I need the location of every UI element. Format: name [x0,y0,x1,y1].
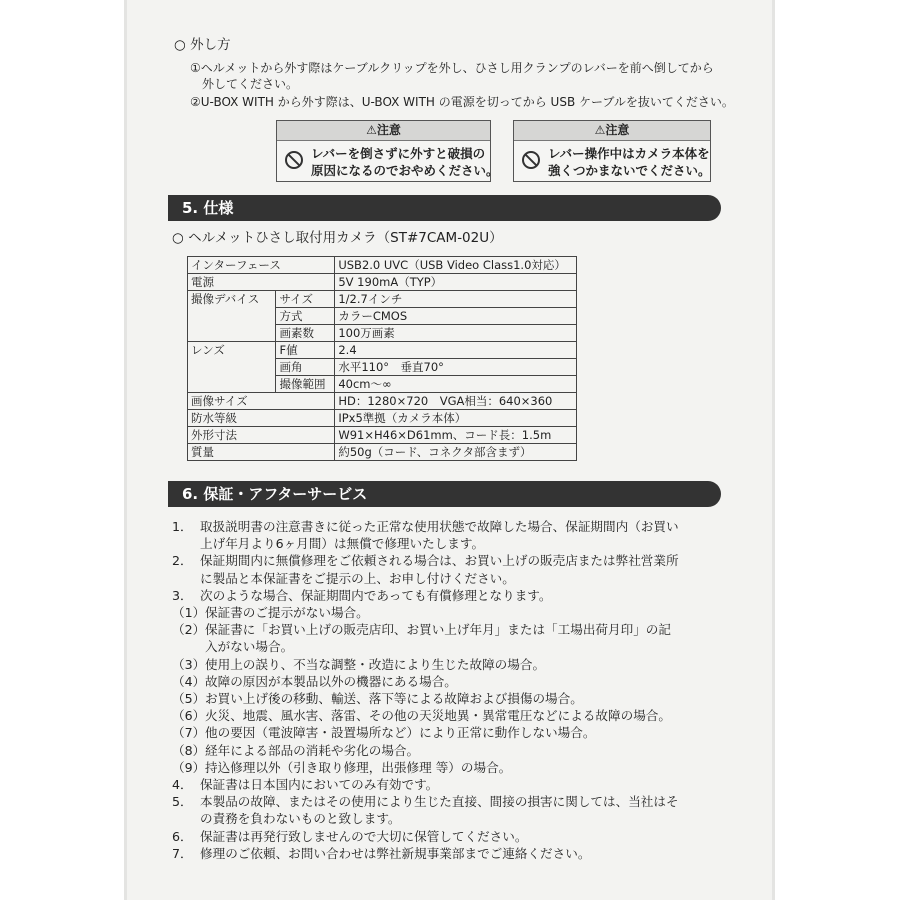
spec-label: 外形寸法 [188,427,335,444]
item-number: （8） [172,742,206,758]
removal-step-1-line-2: 外してください。 [202,77,299,91]
list-item [172,673,752,690]
item-text: 保証期間内に無償修理をご依頼される場合は、お買い上げの販売店または弊社営業所 [200,553,679,569]
prohibited-icon [285,151,303,169]
list-item [172,724,752,741]
section-6-header [168,481,721,507]
spec-label: 撮像デバイス [188,291,276,342]
removal-heading: ○ 外し方 [174,37,231,53]
section-5-title: 5. 仕様 [182,199,234,217]
item-number: （3） [172,656,206,672]
spec-label: 画像サイズ [188,393,335,410]
list-item [172,690,752,707]
spec-row-image-size [188,393,577,410]
caution-line-1: レバーを倒さずに外すと破損の [311,146,486,161]
item-number: 7． [172,845,193,861]
spec-row-imaging-size [188,291,577,308]
caution-line-1: レバー操作中はカメラ本体を [548,146,710,161]
caution-line-2: 原因になるのでおやめください。 [311,163,499,178]
spec-value: W91×H46×D61mm、コード長：1.5m [335,427,577,444]
spec-value: 2.4 [335,342,577,359]
spec-value: 約50g（コード、コネクタ部含まず） [335,444,577,461]
item-text: 故障の原因が本製品以外の機器にある場合。 [205,673,457,689]
item-number: （9） [172,759,206,775]
spec-sublabel: F値 [276,342,335,359]
item-text: 次のような場合、保証期間内であっても有償修理となります。 [200,587,552,603]
list-item [172,518,752,535]
item-text: の責務を負わないものと致します。 [200,811,401,827]
warranty-list [172,518,752,862]
item-number: （6） [172,708,206,724]
list-item [172,759,752,776]
list-item [172,621,752,638]
caution-text [311,145,499,179]
item-number [172,535,200,552]
item-number: 3． [172,587,193,603]
list-item [172,793,752,810]
spec-value: 5V 190mA（TYP） [335,274,577,291]
item-number: （2） [172,622,206,638]
list-item [172,552,752,569]
list-item [172,638,752,655]
list-item [172,776,752,793]
item-text: 取扱説明書の注意書きに従った正常な使用状態で故障した場合、保証期間内（お買い [200,519,679,534]
caution-box-lever [276,120,499,182]
spec-label: 電源 [188,274,335,291]
item-text: 経年による部品の消耗や劣化の場合。 [205,742,420,758]
prohibited-icon [522,151,540,169]
spec-label: 防水等級 [188,410,335,427]
item-text: 保証書に「お買い上げの販売店印、お買い上げ年月」または「工場出荷月印」の記 [205,622,671,638]
list-item [172,707,752,724]
spec-sublabel: サイズ [276,291,335,308]
item-number: （5） [172,691,206,707]
caution-box-camera [513,120,711,182]
item-text: 保証書は再発行致しませんので大切に保管してください。 [200,828,528,844]
list-item [172,828,752,845]
warning-triangle-icon: ⚠ [594,123,606,137]
spec-row-mass [188,444,577,461]
item-text: 他の要因（電波障害・設置場所など）により正常に動作しない場合。 [205,725,596,741]
list-item [172,587,752,604]
list-item [172,742,752,759]
spec-row-dimensions [188,427,577,444]
item-text: 使用上の誤り、不当な調整・改造により生じた故障の場合。 [205,656,546,672]
spec-row-interface [188,257,577,274]
list-item [172,604,752,621]
caution-text [548,145,711,179]
item-text: 上げ年月より6ヶ月間）は無償で修理いたします。 [200,536,485,552]
item-text: 保証書は日本国内においてのみ有効です。 [200,777,439,793]
item-number: 2． [172,553,193,569]
caution-line-2: 強くつかまないでください。 [548,163,711,178]
spec-sublabel: 画素数 [276,325,335,342]
spec-value: HD：1280×720 VGA相当：640×360 [335,393,577,410]
item-number [172,570,200,587]
list-item [172,535,752,552]
spec-value: USB2.0 UVC（USB Video Class1.0対応） [335,257,577,274]
spec-label: インターフェース [188,257,335,274]
list-item [172,570,752,587]
spec-label: 質量 [188,444,335,461]
spec-label: レンズ [188,342,276,393]
spec-row-power [188,274,577,291]
caution-title: 注意 [376,123,401,137]
spec-value: 100万画素 [335,325,577,342]
item-number: 5． [172,794,193,810]
removal-step-2: ②U-BOX WITH から外す際は、U-BOX WITH の電源を切ってから USB ケーブルを抜いてください。 [190,95,734,109]
item-number: （7） [172,725,206,741]
section-5-header [168,195,721,221]
caution-header [514,121,710,141]
list-item [172,810,752,827]
item-number: （4） [172,673,206,689]
item-number [172,638,205,655]
caution-title: 注意 [605,123,630,137]
spec-value: 40cm～∞ [335,376,577,393]
list-item [172,656,752,673]
page-edge-right [772,0,775,900]
item-number: 6． [172,828,193,844]
spec-row-waterproof [188,410,577,427]
item-text: 修理のご依頼、お問い合わせは弊社新規事業部までご連絡ください。 [200,845,591,861]
item-text: お買い上げ後の移動、輸送、落下等による故障および損傷の場合。 [205,691,583,707]
caution-header [277,121,490,141]
list-item [172,845,752,862]
spec-value: 1/2.7インチ [335,291,577,308]
spec-value: 水平110° 垂直70° [335,359,577,376]
item-text: に製品と本保証書をご提示の上、お申し付けください。 [200,570,515,586]
item-number [172,810,200,827]
item-text: 火災、地震、風水害、落雷、その他の天災地異・異常電圧などによる故障の場合。 [205,708,671,724]
spec-sublabel: 撮像範囲 [276,376,335,393]
spec-sublabel: 方式 [276,308,335,325]
item-text: 保証書のご提示がない場合。 [205,605,369,621]
removal-step-1-line-1: ①ヘルメットから外す際はケーブルクリップを外し、ひさし用クランプのレバーを前へ倒してから [190,61,714,75]
spec-table [187,256,577,461]
item-text: 入がない場合。 [205,639,294,655]
item-number: （1） [172,605,206,621]
item-number: 4． [172,777,193,793]
spec-value: カラーCMOS [335,308,577,325]
section-6-title: 6. 保証・アフターサービス [182,485,368,503]
spec-sublabel: 画角 [276,359,335,376]
spec-subtitle: ○ ヘルメットひさし取付用カメラ（ST#7CAM-02U） [172,230,503,246]
warning-triangle-icon: ⚠ [366,123,377,137]
item-text: 持込修理以外（引き取り修理，出張修理 等）の場合。 [205,759,512,775]
page-edge-left [124,0,127,900]
item-text: 本製品の故障、またはその使用により生じた直接、間接の損害に関しては、当社はそ [200,794,679,810]
spec-value: IPx5準拠（カメラ本体） [335,410,577,427]
spec-row-lens-fnum [188,342,577,359]
item-number: 1． [172,519,193,534]
